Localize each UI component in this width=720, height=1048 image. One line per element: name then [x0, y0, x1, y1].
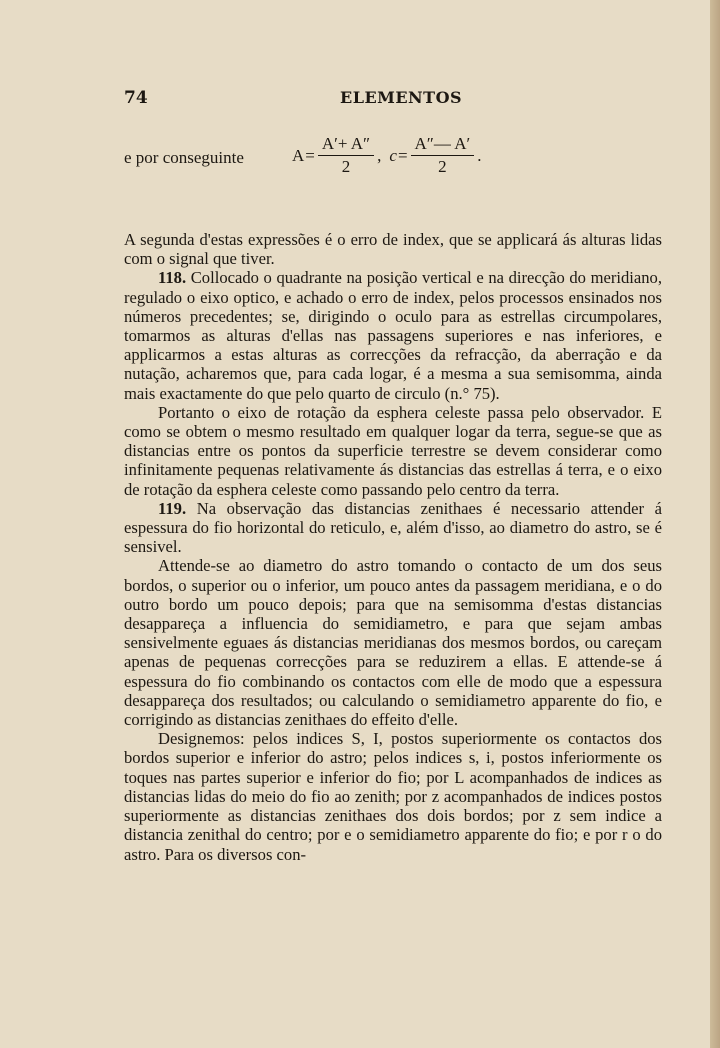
comma: , — [377, 146, 382, 165]
paragraph — [124, 403, 662, 499]
paragraph-text: Na observação das distancias zenithaes é necessario attender á espessura do fio horizontal do reticulo, e, além d'isso, ao diametro do astro, se é sensivel. — [124, 498, 662, 557]
paragraph-text: Designemos: pelos indices S, I, postos superiormente os contactos dos bordos superior e inferior do astro; pelos indices s, i, postos inferiormente os toques nas partes superior e inferior do fio; por L acompanhados de indices as distancias lidas do meio do fio ao zenith; por z acompanhados de indices postos superiormente as distancias zenithaes dos dois bordos; por z sem indice a distancia zenithal do centro; por e o semidiametro apparente do fio; e por r o do astro. Para os diversos con- — [124, 729, 662, 864]
equation-label: e por conseguinte — [124, 148, 244, 167]
equals-sign: = — [397, 146, 408, 165]
fraction-sum-denominator: 2 — [341, 157, 351, 176]
paragraph — [124, 230, 662, 268]
fraction-sum — [318, 134, 374, 178]
fraction-diff — [411, 134, 475, 178]
fraction-sum-numerator: A′+ A″ — [318, 134, 374, 156]
paragraph-text: Portanto o eixo de rotação da esphera celeste passa pelo observador. E como se obtem o mesmo resultado em qualquer logar da terra, segue-se que as distancias entre os pontos da superficie terrestre se devem considerar como infinitamente pequenas relativamente ás distancias das estrellas á terra, e o eixo de rotação da esphera celeste como passando pelo centro da terra. — [124, 402, 662, 499]
section-number: 118. — [158, 268, 187, 288]
equals-sign: = — [305, 146, 315, 165]
paragraph-text: Attende-se ao diametro do astro tomando o contacto de um dos seus bordos, o superior ou o inferior, um pouco antes da passagem meridiana, e o do outro bordo um pouco depois; para que na semisomma d'estas distancias desappareça a influencia do semidiametro, e para que sejam ambas sensivelmente eguaes ás distancias meridianas dos mesmos bordos, ou careçam apenas de pequenas correcções para se reduzirem a ellas. E attende-se á espessura do fio combinando os contactos com elle de modo que a espessura desappareça dos resultados; ou calculando o semidiametro apparente do fio, e corrigindo as distancias zenithaes do effeito d'elle. — [124, 556, 662, 730]
paragraph-text: A segunda d'estas expressões é o erro de index, que se applicará ás alturas lidas com o signal que tiver. — [124, 230, 662, 269]
equation — [292, 128, 482, 184]
page-number: 74 — [124, 88, 148, 108]
fraction-diff-denominator: 2 — [438, 157, 447, 176]
fraction-diff-numerator: A″— A′ — [411, 134, 475, 156]
page-edge — [710, 0, 720, 1048]
paragraph — [124, 729, 662, 863]
running-title: ELEMENTOS — [340, 88, 463, 107]
paragraph — [124, 556, 662, 729]
paragraph — [124, 268, 662, 402]
paragraph-text: Collocado o quadrante na posição vertical e na direcção do meridiano, regulado o eixo optico, e achado o erro de index, pelos processos ensinados nos números precedentes; se, dirigindo o oculo para as estrellas circumpolares, tomarmos as alturas d'ellas nas passagens superiores e nas inferiores, e applicarmos a estas alturas as correcções da refracção, da aberração e da nutação, acharemos que, para cada logar, é a mesma a sua semisomma, ainda mais exactamente do que pelo quarto de circulo (n.° 75). — [124, 268, 662, 403]
section-number: 119. — [158, 498, 187, 518]
period: . — [477, 146, 482, 165]
equation-lhs-a: A — [292, 146, 305, 165]
paragraph — [124, 499, 662, 557]
body-text — [124, 230, 662, 864]
equation-lhs-c: c — [389, 146, 397, 165]
